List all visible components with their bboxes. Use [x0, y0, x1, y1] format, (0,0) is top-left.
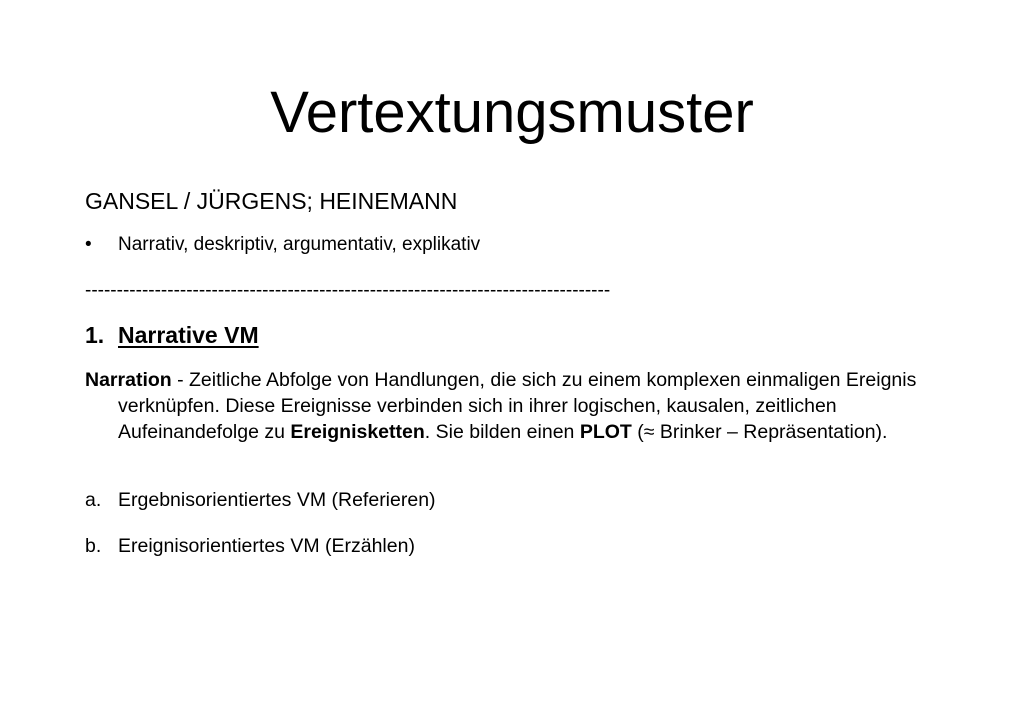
- section-heading: [85, 321, 259, 349]
- bullet-item: [85, 233, 480, 257]
- bullet-text: Narrativ, deskriptiv, argumentativ, explikativ: [118, 234, 481, 255]
- slide-title: Vertextungsmuster: [270, 80, 754, 145]
- narration-paragraph: [85, 367, 978, 445]
- section-number: 1.: [85, 322, 105, 348]
- paragraph-bold-plot: PLOT: [579, 421, 632, 443]
- section-label: Narrative VM: [118, 322, 259, 348]
- dashed-divider: -----------------------------------------------------------------------------------: [85, 280, 611, 301]
- list-text: Ereignisorientiertes VM (Erzählen): [118, 535, 415, 557]
- list-item: [85, 487, 436, 513]
- paragraph-text-1: - Zeitliche Abfolge von Handlungen, die sich zu einem komplexen einmaligen Ereignis verknüpfen. Diese Ereignisse verbinden sich in ihrer logischen, kausalen, zeitlichen Aufeinandefolge zu: [118, 369, 917, 443]
- list-marker: b.: [85, 535, 102, 557]
- paragraph-bold-ereignisketten: Ereignisketten: [290, 421, 425, 443]
- list-text: Ergebnisorientiertes VM (Referieren): [118, 489, 436, 511]
- paragraph-term: Narration: [85, 369, 172, 391]
- paragraph-text-3: (≈ Brinker – Repräsentation).: [631, 421, 888, 443]
- list-marker: a.: [85, 489, 102, 511]
- bullet-marker: •: [85, 234, 92, 255]
- authors-line: GANSEL / JÜRGENS; HEINEMANN: [85, 188, 458, 214]
- paragraph-text-2: . Sie bilden einen: [424, 421, 580, 443]
- list-item: [85, 533, 415, 559]
